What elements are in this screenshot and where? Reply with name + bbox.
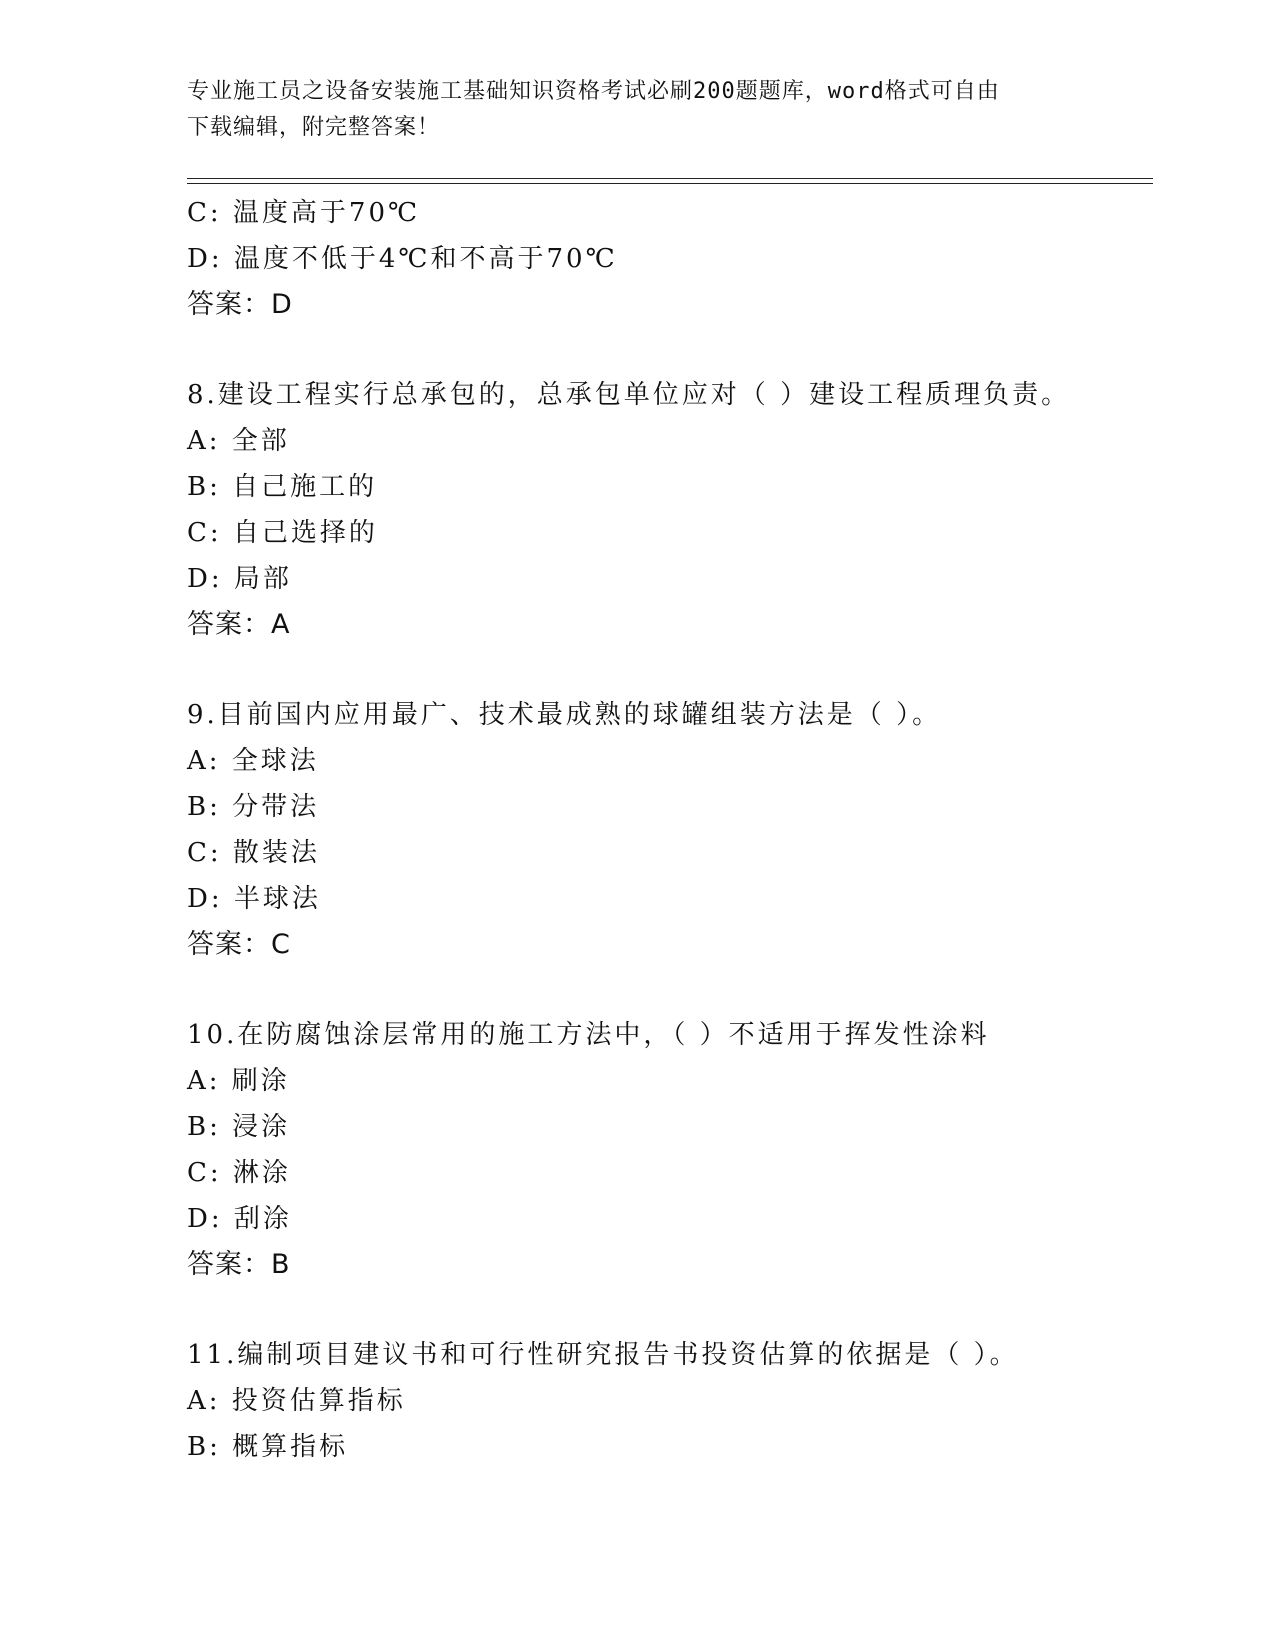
question-stem: 8.建设工程实行总承包的，总承包单位应对（ ）建设工程质理负责。 bbox=[187, 380, 1071, 410]
option-b: B: 自己施工的 bbox=[187, 472, 378, 502]
option-d: D: 温度不低于4℃和不高于70℃ bbox=[187, 244, 618, 274]
option-b: B: 概算指标 bbox=[187, 1432, 349, 1462]
question-stem: 10.在防腐蚀涂层常用的施工方法中，（ ）不适用于挥发性涂料 bbox=[187, 1020, 990, 1050]
option-b: B: 浸涂 bbox=[187, 1112, 291, 1142]
option-c: C: 自己选择的 bbox=[187, 518, 378, 548]
document-header bbox=[187, 74, 1087, 146]
answer-line: 答案：B bbox=[187, 1249, 291, 1280]
answer-line: 答案：A bbox=[187, 609, 291, 640]
question-block-continued bbox=[187, 190, 1147, 328]
option-a: A: 全球法 bbox=[187, 746, 319, 776]
option-b: B: 分带法 bbox=[187, 792, 320, 822]
answer-line: 答案：C bbox=[187, 929, 291, 960]
option-c: C: 淋涂 bbox=[187, 1158, 291, 1188]
question-block bbox=[187, 372, 1147, 648]
answer-line: 答案：D bbox=[187, 289, 293, 320]
question-block bbox=[187, 692, 1147, 968]
option-c: C: 散装法 bbox=[187, 838, 320, 868]
question-block bbox=[187, 1012, 1147, 1288]
header-title-line-2: 下载编辑，附完整答案！ bbox=[187, 115, 441, 140]
header-divider-bottom bbox=[187, 183, 1153, 184]
option-c: C: 温度高于70℃ bbox=[187, 198, 421, 228]
header-divider-top bbox=[187, 178, 1153, 179]
option-d: D: 局部 bbox=[187, 564, 292, 594]
option-a: A: 投资估算指标 bbox=[187, 1386, 406, 1416]
question-list bbox=[187, 190, 1147, 1470]
option-d: D: 刮涂 bbox=[187, 1204, 292, 1234]
question-stem: 9.目前国内应用最广、技术最成熟的球罐组装方法是（ ）。 bbox=[187, 700, 942, 730]
question-stem: 11.编制项目建议书和可行性研究报告书投资估算的依据是（ ）。 bbox=[187, 1340, 1019, 1370]
option-d: D: 半球法 bbox=[187, 884, 321, 914]
option-a: A: 全部 bbox=[187, 426, 290, 456]
header-title-line-1: 专业施工员之设备安装施工基础知识资格考试必刷200题题库，word格式可自由 bbox=[187, 79, 1000, 104]
option-a: A: 刷涂 bbox=[187, 1066, 290, 1096]
question-block bbox=[187, 1332, 1147, 1470]
